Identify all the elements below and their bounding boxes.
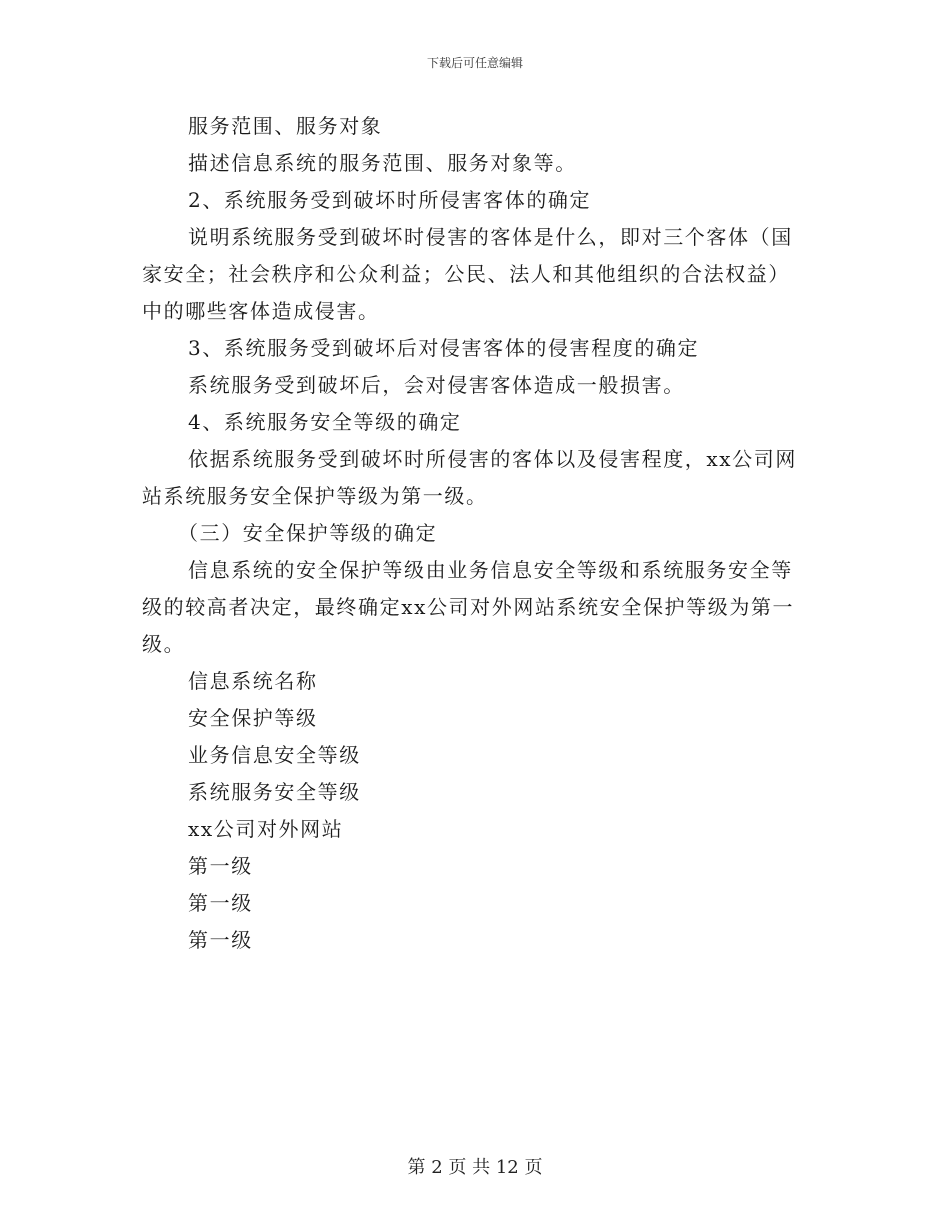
- page-footer: 第 2 页 共 12 页: [407, 1157, 543, 1178]
- table-cell: 安全保护等级: [188, 706, 318, 730]
- table-cell: 信息系统名称: [188, 669, 318, 693]
- paragraph: 系统服务受到破坏后，会对侵害客体造成一般损害。: [188, 373, 685, 397]
- paragraph: 说明系统服务受到破坏时侵害的客体是什么，即对三个客体（国家安全；社会秩序和公众利益；公民、法人和其他组织的合法权益）中的哪些客体造成侵害。: [142, 225, 793, 323]
- table-cell: 第一级: [188, 928, 253, 952]
- document-body: [142, 108, 802, 959]
- paragraph: 服务范围、服务对象: [188, 114, 383, 138]
- table-cell: 系统服务安全等级: [188, 780, 361, 804]
- paragraph: 依据系统服务受到破坏时所侵害的客体以及侵害程度，xx公司网站系统服务安全保护等级为第一级。: [142, 447, 797, 508]
- section-heading: 4、系统服务安全等级的确定: [188, 410, 462, 434]
- section-heading: 3、系统服务受到破坏后对侵害客体的侵害程度的确定: [188, 336, 700, 360]
- paragraph: 信息系统的安全保护等级由业务信息安全等级和系统服务安全等级的较高者决定，最终确定xx公司对外网站系统安全保护等级为第一级。: [142, 558, 795, 656]
- paragraph: 描述信息系统的服务范围、服务对象等。: [188, 151, 577, 175]
- table-cell: 第一级: [188, 854, 253, 878]
- section-heading: 2、系统服务受到破坏时所侵害客体的确定: [188, 188, 592, 212]
- table-cell: 业务信息安全等级: [188, 743, 361, 767]
- table-cell: 第一级: [188, 891, 253, 915]
- page-header: 下载后可任意编辑: [426, 56, 523, 70]
- table-cell: xx公司对外网站: [188, 817, 344, 841]
- subsection-heading: （三）安全保护等级的确定: [178, 521, 438, 545]
